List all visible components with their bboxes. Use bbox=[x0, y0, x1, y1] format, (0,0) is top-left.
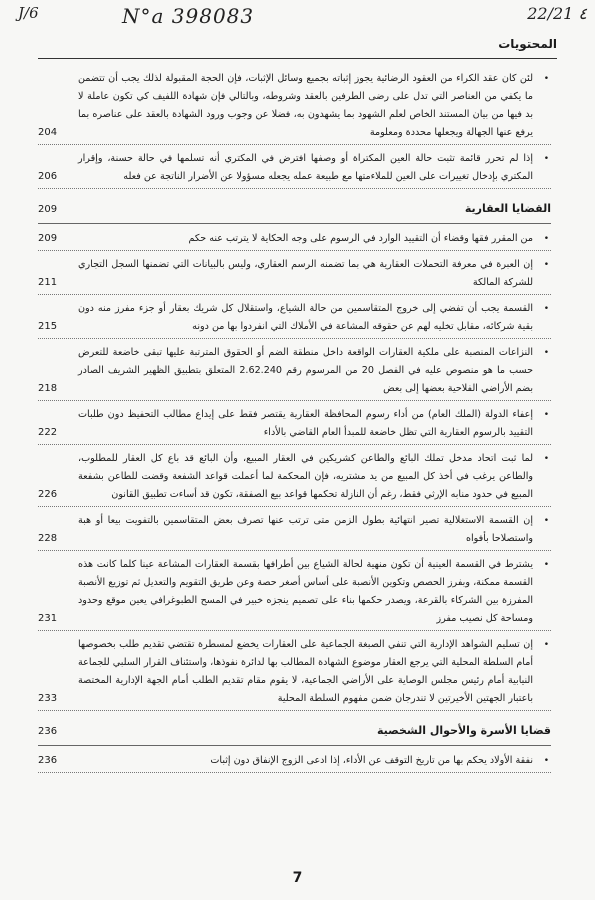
toc-entry-text: إن القسمة الاستغلالية تصير انتهائية بطول الزمن متى ترتب عنها تصرف بعض المتقاسمين بالتفويت بيعا أو هبة واستصلاحا بأفواه bbox=[78, 515, 533, 544]
entries-group-real-estate bbox=[38, 230, 551, 711]
bullet-icon: • bbox=[543, 640, 549, 650]
section-title: قضايا الأسرة والأحوال الشخصية bbox=[377, 724, 551, 737]
section-heading-family bbox=[38, 721, 551, 746]
toc-entry-page: 222 bbox=[38, 427, 58, 438]
entries-group-family bbox=[38, 752, 551, 773]
section-page-number: 236 bbox=[38, 726, 58, 737]
bullet-icon: • bbox=[543, 74, 549, 84]
toc-entry bbox=[38, 300, 551, 339]
table-of-contents bbox=[38, 70, 551, 778]
toc-entry-page: 204 bbox=[38, 127, 58, 138]
toc-entry-text: النزاعات المنصبة على ملكية العقارات الواقعة داخل منطقة الضم أو الحقوق المترتبة عليها تبقى خاضعة للتعرض حسب ما هو منصوص عليه في الفصل 20 من المرسوم رقم 2.62.240 المتعلق بتطبيق الظهير الشريف الصادر بضم الأراضي الفلاحية بعضها إلى بعض bbox=[78, 347, 534, 394]
toc-entry bbox=[38, 752, 551, 773]
section-title: القضايا العقارية bbox=[464, 202, 551, 215]
toc-entry-text: إعفاء الدولة (الملك العام) من أداء رسوم المحافظة العقارية يقتصر فقط على إيداع مطالب التحفيظ دون طلبات التقييد بالرسوم العقارية التي تظل خاضعة للمبدأ العام القاضي بالأداء bbox=[78, 409, 533, 438]
bullet-icon: • bbox=[543, 516, 549, 526]
page-header bbox=[38, 34, 557, 59]
handwritten-reference-number: N°a 398083 bbox=[122, 4, 255, 28]
toc-entry-text: إن تسليم الشواهد الإدارية التي تنفي الصبغة الجماعية على العقارات يخضع لمسطرة تقتضي تقديم طلب بخصوصها أمام السلطة المحلية التي يرجع العقار موضوع الشهادة المطالب بها لدائرة نفوذها، واستئناف القرار السلبي للجماعة النيابية أمام رئيس مجلس الوصاية على الأراضي الجماعية، لا يقوم مقام تقديم الطلب أمام الجهة الإدارية المختصة باعتبار الجهتين الأخيرتين لا تندرجان ضمن مفهوم السلطة المحلية bbox=[78, 639, 533, 704]
toc-entry-page: 209 bbox=[38, 233, 58, 244]
bullet-icon: • bbox=[543, 348, 549, 358]
toc-entry bbox=[38, 70, 551, 145]
toc-entry bbox=[38, 344, 551, 401]
section-page-number: 209 bbox=[38, 204, 58, 215]
section-heading-real-estate bbox=[38, 199, 551, 224]
toc-entry-page: 218 bbox=[38, 383, 58, 394]
toc-entry-page: 206 bbox=[38, 171, 58, 182]
toc-entry-text: إن العبرة في معرفة التحملات العقارية هي بما تضمنه الرسم العقاري، وليس بالبيانات التي تضمنها السجل التجاري للشركة المالكة bbox=[78, 259, 533, 288]
toc-entry-text: نفقة الأولاد يحكم بها من تاريخ التوقف عن الأداء، إذا ادعى الزوج الإنفاق دون إثبات bbox=[210, 755, 533, 766]
toc-entry-page: 211 bbox=[38, 277, 58, 288]
bullet-icon: • bbox=[543, 560, 549, 570]
toc-entry bbox=[38, 512, 551, 551]
bullet-icon: • bbox=[543, 304, 549, 314]
page-number: 7 bbox=[292, 870, 303, 886]
bullet-icon: • bbox=[543, 154, 549, 164]
toc-entry-text: من المقرر فقها وقضاء أن التقييد الوارد في الرسوم على وجه الحكاية لا يترتب عنه حكم bbox=[188, 233, 533, 244]
bullet-icon: • bbox=[543, 410, 549, 420]
page-title: المحتويات bbox=[498, 37, 557, 51]
toc-entry bbox=[38, 450, 551, 507]
entries-group-rental bbox=[38, 70, 551, 189]
toc-entry bbox=[38, 230, 551, 251]
bullet-icon: • bbox=[543, 260, 549, 270]
bullet-icon: • bbox=[543, 234, 549, 244]
toc-entry bbox=[38, 636, 551, 711]
toc-entry bbox=[38, 256, 551, 295]
toc-entry bbox=[38, 556, 551, 631]
toc-entry-text: يشترط في القسمة العينية أن تكون منهية لحالة الشياع بين أطرافها بقسمة العقارات المشاعة عينا كلما كانت هذه القسمة ممكنة، وبفرز الحصص وتكوين الأنصبة على أساس أصغر حصة وعن طريق التقويم والتعديل ثم توزيع الأنصبة المفرزة بين الشركاء بالقرعة، ويصدر حكمها بناء على تصميم ينجزه خبير في المسح الطبوغرافي يعين موقع وحدود ومساحة كل نصيب مفرز bbox=[78, 559, 533, 624]
toc-entry-text: إذا لم تحرر قائمة تثبت حالة العين المكتراة أو وصفها افترض في المكتري أنه تسلمها في حالة حسنة، وإقرار المكتري بإدخال تغييرات على العين للملاءمتها مع طبيعة عمله يجعله مسؤولا عن الأضرار الناتجة عن فعله bbox=[78, 153, 533, 182]
toc-entry-page: 215 bbox=[38, 321, 58, 332]
handwritten-note-right: ٤ 22/21 bbox=[527, 4, 587, 23]
toc-entry-text: لئن كان عقد الكراء من العقود الرضائية يجوز إثباته بجميع وسائل الإثبات، فإن الحجة المقبولة لذلك يجب أن تتضمن ما يكفي من العناصر التي تدل على رضى الطرفين بالعقد وشروطه، وبالتالي فإن شهادة اللفيف كي تكون عاملة لا بد فيها من بيان المستند الخاص لعلم الشهود بما يشهدون به، فضلا عن وجوب ورود الشهادة بالعقد على عناصره بما يرفع عنها الجهالة ويجعلها محددة ومعلومة bbox=[78, 73, 533, 138]
bullet-icon: • bbox=[543, 454, 549, 464]
toc-entry bbox=[38, 150, 551, 189]
toc-entry-page: 231 bbox=[38, 613, 58, 624]
toc-entry-page: 226 bbox=[38, 489, 58, 500]
handwritten-note-left: J/6 bbox=[18, 4, 39, 22]
toc-entry-text: لما ثبت اتحاد مدخل تملك البائع والطاعن كشريكين في العقار المبيع، وأن البائع قد باع كل العقار للمطلوب، والطاعن يرغب في أخذ كل المبيع من يد مشتريه، فإن المحكمة لما أعملت قواعد الشفعة وقضت للطاعن بشفعة المبيع في حدود منابه الإرثي فقط، رغم أن النازلة تحكمها قواعد بيع الصفقة، تكون قد أساءت تطبيق القانون bbox=[78, 453, 533, 500]
toc-entry-page: 228 bbox=[38, 533, 58, 544]
toc-entry-page: 236 bbox=[38, 755, 58, 766]
bullet-icon: • bbox=[543, 756, 549, 766]
toc-entry-page: 233 bbox=[38, 693, 58, 704]
toc-entry bbox=[38, 406, 551, 445]
toc-entry-text: القسمة يجب أن تفضي إلى خروج المتقاسمين من حالة الشياع، واستقلال كل شريك بعقار أو جزء مفرز منه دون بقية شركائه، مقابل تخليه لهم عن حقوقه المشاعة في الأملاك التي انفردوا بها من دونه bbox=[78, 303, 533, 332]
